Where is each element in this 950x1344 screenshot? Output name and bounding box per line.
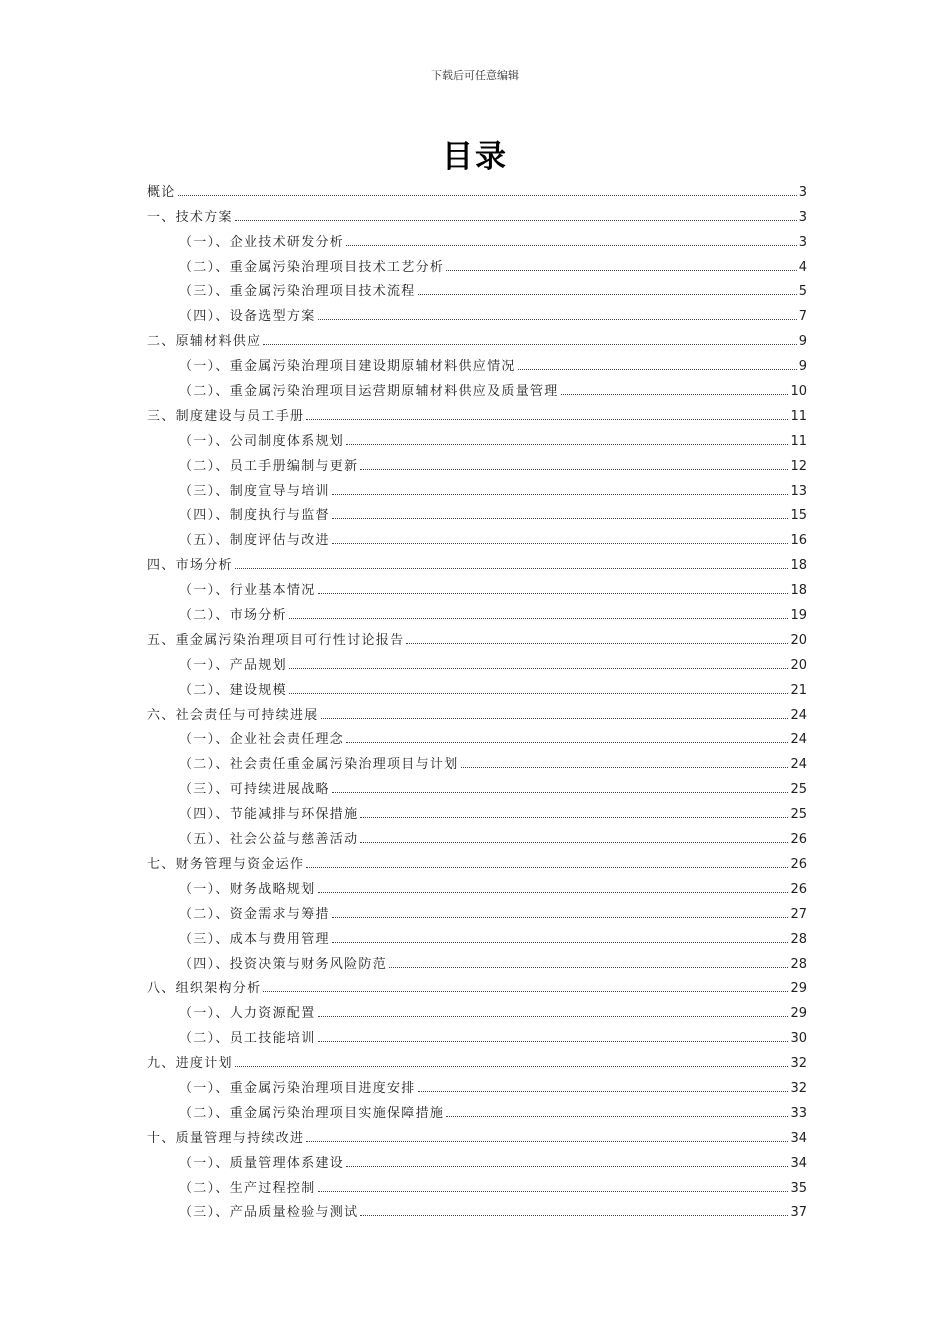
toc-entry-label: （一）、重金属污染治理项目进度安排 [179,1080,416,1096]
toc-entry-label: （三）、重金属污染治理项目技术流程 [179,284,416,300]
dot-leader [346,742,788,743]
toc-entry-label: （四）、设备选型方案 [179,309,316,325]
toc-entry-page-number: 11 [790,408,807,424]
toc-subentry[interactable] [147,523,807,548]
dot-leader [518,369,797,370]
toc-subentry[interactable] [147,275,807,300]
dot-leader [346,1166,788,1167]
dot-leader [332,942,789,943]
toc-entry-page-number: 26 [790,832,807,848]
dot-leader [360,817,788,818]
toc-entry-label: 二、原辅材料供应 [147,334,262,350]
toc-entry-page-number: 29 [790,1006,807,1022]
dot-leader [306,419,788,420]
toc-entry-label: 三、制度建设与员工手册 [147,408,305,424]
dot-leader [306,1141,788,1142]
toc-entry-page-number: 3 [798,234,807,250]
dot-leader [289,618,789,619]
dot-leader [178,195,797,196]
dot-leader [446,270,797,271]
dot-leader [418,1091,789,1092]
toc-entry-label: （二）、市场分析 [179,608,287,624]
toc-entry-page-number: 27 [790,906,807,922]
toc-subentry[interactable] [147,673,807,698]
toc-entry-page-number: 18 [790,558,807,574]
toc-entry-page-number: 34 [790,1130,807,1146]
dot-leader [332,494,789,495]
toc-entry[interactable] [147,399,807,424]
table-of-contents [147,175,807,1220]
toc-entry-label: 九、进度计划 [147,1056,233,1072]
toc-entry-page-number: 32 [790,1056,807,1072]
toc-entry[interactable] [147,972,807,997]
toc-subentry[interactable] [147,374,807,399]
toc-entry-page-number: 34 [790,1155,807,1171]
toc-entry-page-number: 18 [790,583,807,599]
toc-entry-label: 八、组织架构分析 [147,981,262,997]
dot-leader [235,1066,789,1067]
toc-subentry[interactable] [147,723,807,748]
toc-entry-page-number: 29 [790,981,807,997]
toc-entry-label: （一）、产品规划 [179,657,287,673]
toc-subentry[interactable] [147,573,807,598]
toc-entry-label: （一）、企业社会责任理念 [179,732,345,748]
toc-entry-page-number: 9 [798,334,807,350]
toc-entry-label: 一、技术方案 [147,209,233,225]
toc-subentry[interactable] [147,1171,807,1196]
toc-subentry[interactable] [147,872,807,897]
toc-entry-page-number: 24 [790,757,807,773]
toc-entry-page-number: 7 [798,309,807,325]
dot-leader [318,1041,789,1042]
dot-leader [389,967,788,968]
toc-subentry[interactable] [147,996,807,1021]
toc-subentry[interactable] [147,1146,807,1171]
toc-entry-label: （四）、节能减排与环保措施 [179,807,359,823]
toc-entry-page-number: 24 [790,707,807,723]
toc-subentry[interactable] [147,897,807,922]
dot-leader [346,245,797,246]
toc-entry-page-number: 12 [790,458,807,474]
toc-subentry[interactable] [147,449,807,474]
toc-entry-page-number: 26 [790,856,807,872]
toc-entry-label: 十、质量管理与持续改进 [147,1130,305,1146]
toc-entry-page-number: 24 [790,732,807,748]
toc-entry-label: （二）、员工手册编制与更新 [179,458,359,474]
dot-leader [446,1116,788,1117]
toc-entry[interactable] [147,548,807,573]
dot-leader [561,394,789,395]
toc-subentry[interactable] [147,772,807,797]
toc-entry-page-number: 3 [798,209,807,225]
dot-leader [235,568,789,569]
dot-leader [318,892,789,893]
toc-subentry[interactable] [147,1096,807,1121]
toc-entry-label: （二）、生产过程控制 [179,1180,316,1196]
toc-subentry[interactable] [147,424,807,449]
toc-entry-page-number: 10 [790,384,807,400]
toc-entry-page-number: 15 [790,508,807,524]
toc-entry-label: 概论 [147,184,176,200]
toc-entry-page-number: 16 [790,533,807,549]
toc-entry-page-number: 20 [790,632,807,648]
toc-subentry[interactable] [147,598,807,623]
toc-entry-page-number: 33 [790,1105,807,1121]
toc-subentry[interactable] [147,299,807,324]
dot-leader [289,668,789,669]
toc-entry-label: （二）、重金属污染治理项目实施保障措施 [179,1105,445,1121]
toc-entry[interactable] [147,1046,807,1071]
dot-leader [318,593,789,594]
toc-entry-label: （五）、制度评估与改进 [179,533,330,549]
toc-entry-page-number: 25 [790,807,807,823]
toc-entry-label: （一）、公司制度体系规划 [179,433,345,449]
toc-subentry[interactable] [147,349,807,374]
toc-entry[interactable] [147,175,807,200]
toc-subentry[interactable] [147,1071,807,1096]
dot-leader [318,1191,789,1192]
toc-entry-page-number: 28 [790,956,807,972]
dot-leader [346,444,788,445]
toc-entry-page-number: 25 [790,782,807,798]
toc-entry[interactable] [147,847,807,872]
toc-subentry[interactable] [147,474,807,499]
toc-entry-page-number: 30 [790,1031,807,1047]
toc-entry-page-number: 28 [790,931,807,947]
dot-leader [263,991,788,992]
toc-entry-page-number: 9 [798,359,807,375]
dot-leader [318,319,797,320]
toc-entry-page-number: 5 [798,284,807,300]
toc-entry-label: （一）、财务战略规划 [179,881,316,897]
toc-entry[interactable] [147,1121,807,1146]
toc-entry-page-number: 26 [790,881,807,897]
dot-leader [332,543,789,544]
toc-subentry[interactable] [147,225,807,250]
dot-leader [332,792,789,793]
toc-entry-page-number: 13 [790,483,807,499]
dot-leader [332,917,789,918]
dot-leader [235,220,797,221]
dot-leader [289,693,789,694]
toc-entry-label: （二）、员工技能培训 [179,1031,316,1047]
toc-subentry[interactable] [147,499,807,524]
toc-subentry[interactable] [147,1196,807,1221]
page-header: 下载后可任意编辑 [431,69,519,82]
dot-leader [418,294,797,295]
dot-leader [360,1215,788,1216]
dot-leader [318,1016,789,1017]
dot-leader [360,469,788,470]
toc-entry-label: （二）、重金属污染治理项目技术工艺分析 [179,259,445,275]
toc-subentry[interactable] [147,822,807,847]
toc-entry-label: （三）、可持续进展战略 [179,782,330,798]
toc-entry-label: （三）、成本与费用管理 [179,931,330,947]
toc-subentry[interactable] [147,648,807,673]
toc-entry-label: （一）、人力资源配置 [179,1006,316,1022]
toc-entry-label: （二）、重金属污染治理项目运营期原辅材料供应及质量管理 [179,384,559,400]
toc-entry-label: 六、社会责任与可持续进展 [147,707,319,723]
toc-entry[interactable] [147,200,807,225]
toc-entry-label: （四）、制度执行与监督 [179,508,330,524]
toc-entry-page-number: 3 [798,184,807,200]
toc-subentry[interactable] [147,250,807,275]
toc-entry[interactable] [147,324,807,349]
toc-entry-label: （二）、建设规模 [179,682,287,698]
toc-entry-label: （三）、产品质量检验与测试 [179,1205,359,1221]
toc-entry-label: 五、重金属污染治理项目可行性讨论报告 [147,632,405,648]
toc-subentry[interactable] [147,947,807,972]
toc-entry-label: 四、市场分析 [147,558,233,574]
dot-leader [360,842,788,843]
toc-subentry[interactable] [147,1021,807,1046]
toc-entry[interactable] [147,698,807,723]
toc-entry-label: （一）、重金属污染治理项目建设期原辅材料供应情况 [179,359,516,375]
toc-entry-page-number: 32 [790,1080,807,1096]
toc-entry-label: （二）、资金需求与筹措 [179,906,330,922]
toc-entry-page-number: 20 [790,657,807,673]
toc-subentry[interactable] [147,797,807,822]
toc-entry-label: （二）、社会责任重金属污染治理项目与计划 [179,757,459,773]
toc-entry-label: （一）、行业基本情况 [179,583,316,599]
toc-entry[interactable] [147,623,807,648]
dot-leader [263,344,796,345]
toc-entry-label: （五）、社会公益与慈善活动 [179,832,359,848]
toc-entry-page-number: 19 [790,608,807,624]
page-title: 目录 [442,139,508,175]
dot-leader [321,718,789,719]
toc-entry-label: 七、财务管理与资金运作 [147,856,305,872]
dot-leader [306,867,788,868]
dot-leader [332,518,789,519]
dot-leader [406,643,788,644]
toc-subentry[interactable] [147,922,807,947]
toc-subentry[interactable] [147,747,807,772]
toc-entry-page-number: 11 [790,433,807,449]
toc-entry-page-number: 37 [790,1205,807,1221]
toc-entry-label: （一）、质量管理体系建设 [179,1155,345,1171]
toc-entry-page-number: 4 [798,259,807,275]
dot-leader [461,767,789,768]
toc-entry-label: （三）、制度宣导与培训 [179,483,330,499]
toc-entry-label: （四）、投资决策与财务风险防范 [179,956,388,972]
toc-entry-page-number: 35 [790,1180,807,1196]
toc-entry-label: （一）、企业技术研发分析 [179,234,345,250]
toc-entry-page-number: 21 [790,682,807,698]
